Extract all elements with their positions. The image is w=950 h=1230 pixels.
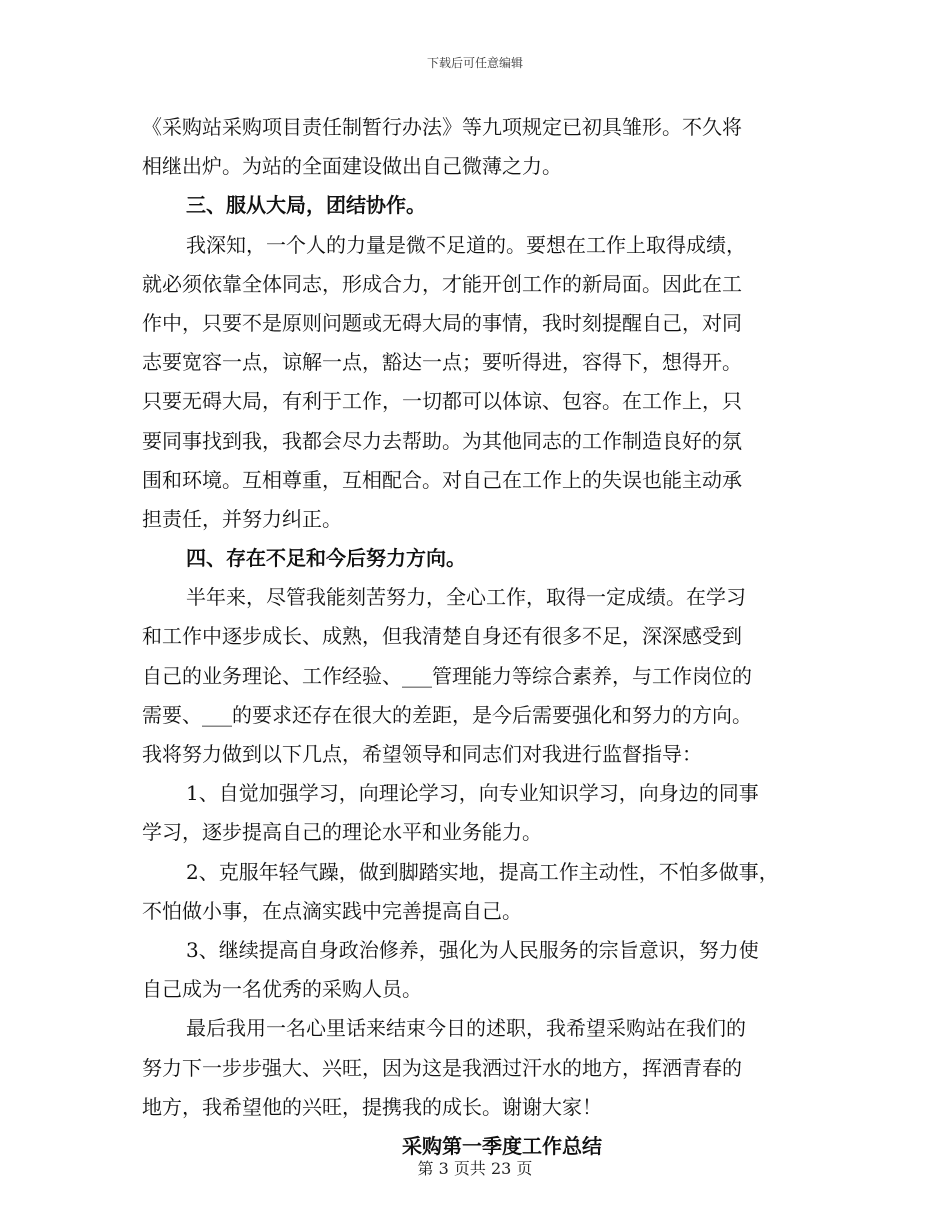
paragraph-line: 我将努力做到以下几点，希望领导和同志们对我进行监督指导： <box>142 742 702 766</box>
paragraph-line: 作中，只要不是原则问题或无碍大局的事情，我时刻提醒自己，对同 <box>142 310 742 335</box>
paragraph-line: 志要宽容一点，谅解一点，豁达一点；要听得进，容得下，想得开。 <box>142 350 742 375</box>
page-number: 第 3 页共 23 页 <box>417 1159 533 1178</box>
paragraph-line: 半年来，尽管我能刻苦努力，全心工作，取得一定成绩。在学习 <box>186 585 746 610</box>
paragraph-line: 《采购站采购项目责任制暂行办法》等九项规定已初具雏形。不久将 <box>142 115 742 139</box>
paragraph-line: 要同事找到我，我都会尽力去帮助。为其他同志的工作制造良好的氛 <box>142 428 742 453</box>
paragraph-line: 我深知，一个人的力量是微不足道的。要想在工作上取得成绩， <box>186 232 746 257</box>
paragraph-line: 不怕做小事，在点滴实践中完善提高自己。 <box>142 898 522 923</box>
paragraph-line: 就必须依靠全体同志，形成合力，才能开创工作的新局面。因此在工 <box>142 271 742 296</box>
paragraph-line: 和工作中逐步成长、成熟，但我清楚自身还有很多不足，深深感受到 <box>142 624 742 649</box>
paragraph-line: 自己的业务理论、工作经验、___管理能力等综合素养，与工作岗位的 <box>142 663 752 688</box>
list-item: 1、自觉加强学习，向理论学习，向专业知识学习，向身边的同事 <box>186 781 759 806</box>
list-item: 3、继续提高自身政治修养，强化为人民服务的宗旨意识，努力使 <box>186 937 759 962</box>
paragraph-line: 最后我用一名心里话来结束今日的述职，我希望采购站在我们的 <box>186 1016 746 1041</box>
document-title: 采购第一季度工作总结 <box>402 1133 602 1158</box>
document-body <box>142 108 822 1166</box>
section-heading: 四、存在不足和今后努力方向。 <box>186 546 466 571</box>
paragraph-line: 学习，逐步提高自己的理论水平和业务能力。 <box>142 820 542 845</box>
paragraph-line: 自己成为一名优秀的采购人员。 <box>142 977 422 1002</box>
paragraph-line: 努力下一步步强大、兴旺，因为这是我洒过汗水的地方，挥洒青春的 <box>142 1055 742 1080</box>
paragraph-line: 需要、___的要求还存在很大的差距，是今后需要强化和努力的方向。 <box>142 702 752 727</box>
paragraph-line: 只要无碍大局，有利于工作，一切都可以体谅、包容。在工作上，只 <box>142 389 742 414</box>
section-heading: 三、服从大局，团结协作。 <box>186 193 426 218</box>
paragraph-line: 相继出炉。为站的全面建设做出自己微薄之力。 <box>142 154 562 179</box>
page-header: 下载后可任意编辑 <box>426 56 523 70</box>
list-item: 2、克服年轻气躁，做到脚踏实地，提高工作主动性，不怕多做事， <box>186 859 779 884</box>
paragraph-line: 围和环境。互相尊重，互相配合。对自己在工作上的失误也能主动承 <box>142 467 742 492</box>
paragraph-line: 地方，我希望他的兴旺，提携我的成长。谢谢大家！ <box>142 1094 602 1119</box>
paragraph-line: 担责任，并努力纠正。 <box>142 506 342 531</box>
